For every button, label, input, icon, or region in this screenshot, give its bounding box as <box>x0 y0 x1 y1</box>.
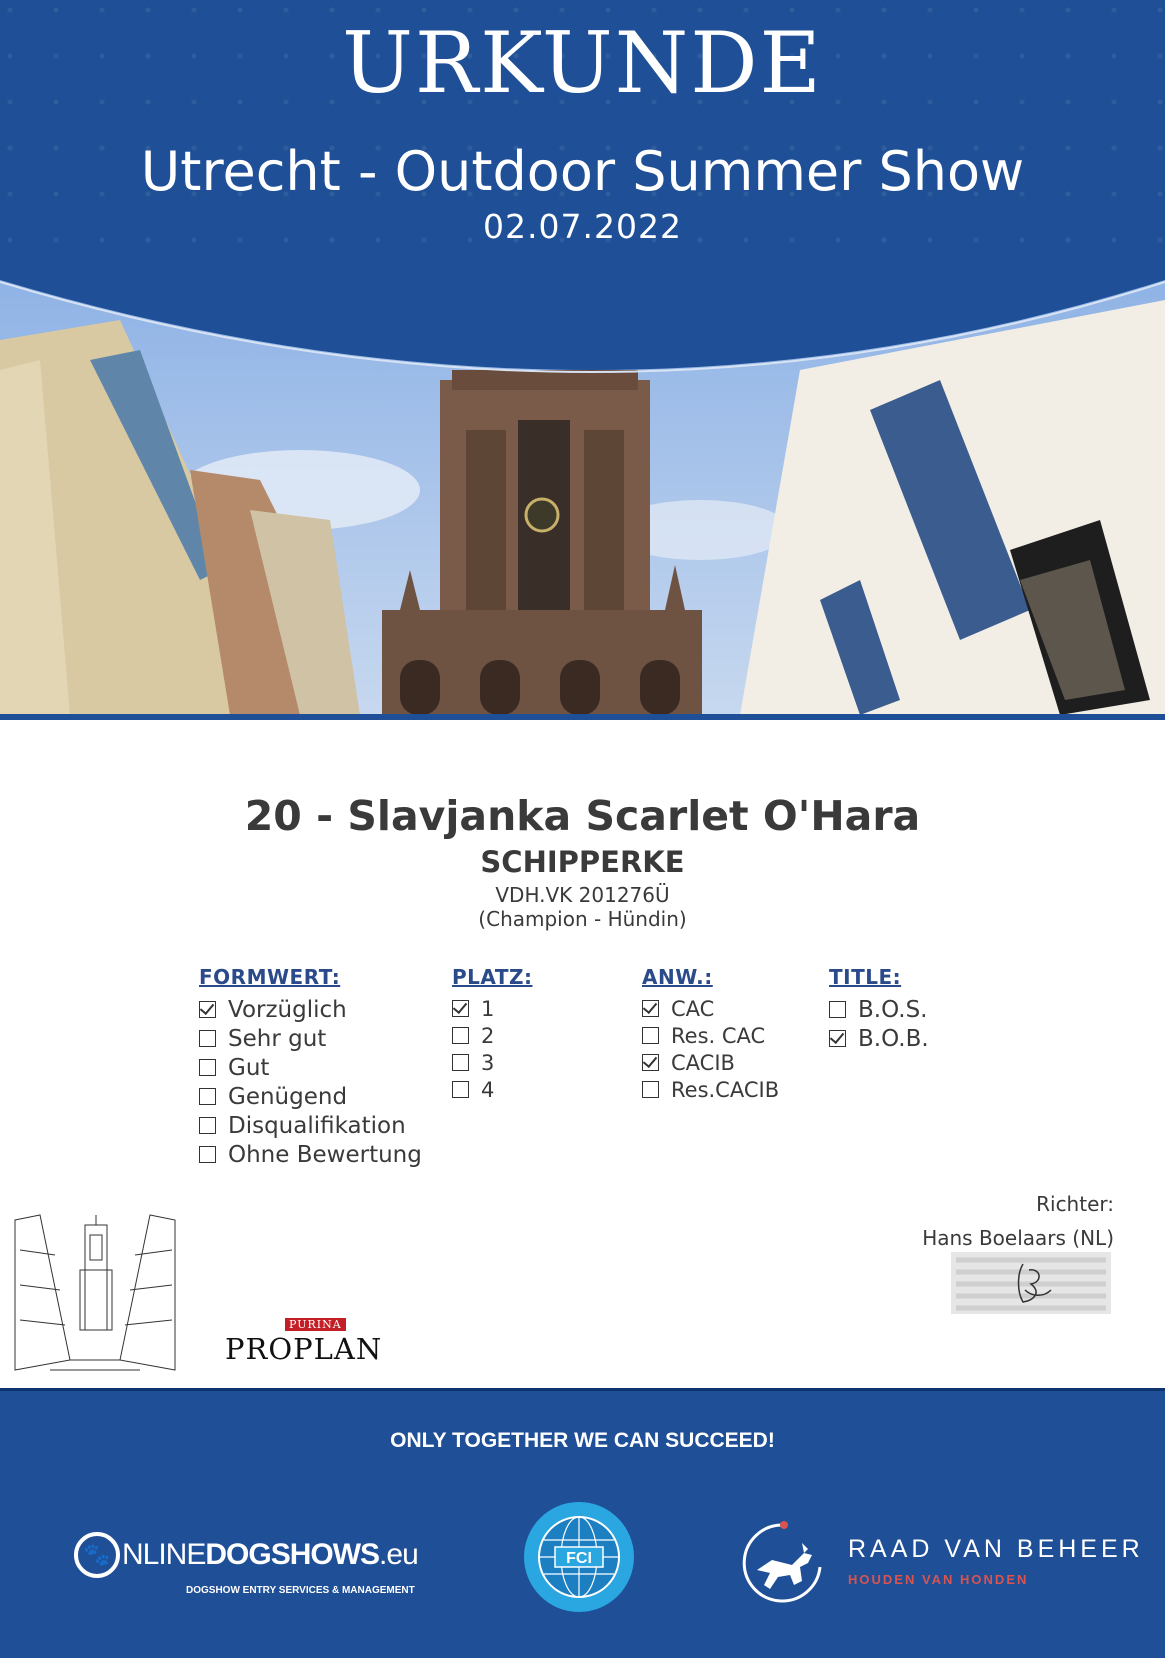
formwert-option <box>199 995 422 1024</box>
judge-signature <box>951 1252 1111 1314</box>
ods-tld: .eu <box>379 1538 418 1571</box>
platz-option <box>452 1049 532 1076</box>
option-label: Res.CACIB <box>671 1077 780 1102</box>
purina-badge: PURINA <box>285 1318 346 1331</box>
dog-class: (Champion - Hündin) <box>478 907 687 931</box>
checked-box-icon <box>642 1054 659 1071</box>
checked-box-icon <box>829 1030 846 1047</box>
title-heading: TITLE: <box>829 965 902 989</box>
ods-dog: DOG <box>205 1538 271 1571</box>
option-label: Gut <box>228 1054 270 1081</box>
option-label: 1 <box>481 996 495 1021</box>
rvb-name: RAAD VAN BEHEER <box>848 1535 1144 1563</box>
option-label: B.O.B. <box>858 1025 929 1052</box>
fci-label: FCI <box>566 1550 592 1567</box>
footer-divider <box>0 1388 1165 1391</box>
anw-option <box>642 1076 779 1103</box>
rvb-tagline: HOUDEN VAN HONDEN <box>848 1572 1029 1587</box>
anw-heading: ANW.: <box>642 965 713 989</box>
checked-box-icon <box>199 1001 216 1018</box>
option-label: B.O.S. <box>858 996 928 1023</box>
dog-breed: SCHIPPERKE <box>480 845 685 879</box>
anw-option <box>642 995 779 1022</box>
onlinedogshows-logo <box>74 1524 418 1604</box>
footer-slogan: ONLY TOGETHER WE CAN SUCCEED! <box>390 1429 775 1452</box>
platz-option <box>452 995 532 1022</box>
paw-icon: 🐾 <box>74 1532 120 1578</box>
title-option <box>829 1024 929 1053</box>
empty-box-icon <box>452 1054 469 1071</box>
raad-van-beheer-logo <box>742 1515 1142 1605</box>
empty-box-icon <box>199 1088 216 1105</box>
platz-heading: PLATZ: <box>452 965 533 989</box>
proplan-wordmark: PROPLAN <box>225 1332 383 1366</box>
judge-name: Hans Boelaars (NL) <box>922 1226 1114 1250</box>
header-curve <box>0 280 1165 400</box>
option-label: CAC <box>671 996 715 1021</box>
ods-online: NLINE <box>122 1538 206 1571</box>
option-label: 4 <box>481 1077 495 1102</box>
anw-column <box>642 965 779 1103</box>
empty-box-icon <box>199 1059 216 1076</box>
empty-box-icon <box>452 1081 469 1098</box>
platz-option <box>452 1076 532 1103</box>
ods-tagline: DOGSHOW ENTRY SERVICES & MANAGEMENT <box>186 1585 415 1596</box>
option-label: Disqualifikation <box>228 1112 406 1139</box>
fci-logo <box>522 1500 636 1614</box>
formwert-option <box>199 1140 422 1169</box>
running-dog-icon <box>742 1515 832 1605</box>
empty-box-icon <box>829 1001 846 1018</box>
proplan-logo <box>205 1270 440 1370</box>
formwert-option <box>199 1111 422 1140</box>
dom-tower-sketch <box>10 1210 180 1375</box>
ods-wordmark <box>122 1538 418 1572</box>
photo-divider <box>0 714 1165 720</box>
empty-box-icon <box>452 1027 469 1044</box>
empty-box-icon <box>199 1117 216 1134</box>
option-label: Vorzüglich <box>228 996 347 1023</box>
dog-name: 20 - Slavjanka Scarlet O'Hara <box>244 792 921 840</box>
certificate-title: URKUNDE <box>342 14 823 112</box>
formwert-option <box>199 1024 422 1053</box>
formwert-heading: FORMWERT: <box>199 965 341 989</box>
judge-label: Richter: <box>1036 1192 1114 1216</box>
empty-box-icon <box>199 1030 216 1047</box>
platz-column <box>452 965 532 1103</box>
option-label: 3 <box>481 1050 495 1075</box>
option-label: CACIB <box>671 1050 735 1075</box>
platz-option <box>452 1022 532 1049</box>
title-option <box>829 995 929 1024</box>
checked-box-icon <box>642 1000 659 1017</box>
option-label: Ohne Bewertung <box>228 1141 422 1168</box>
show-name: Utrecht - Outdoor Summer Show <box>140 140 1025 203</box>
ods-shows: SHOWS <box>270 1538 380 1571</box>
formwert-option <box>199 1053 422 1082</box>
registration-number: VDH.VK 201276Ü <box>495 883 670 907</box>
formwert-column <box>199 965 422 1169</box>
empty-box-icon <box>642 1081 659 1098</box>
option-label: Sehr gut <box>228 1025 327 1052</box>
empty-box-icon <box>642 1027 659 1044</box>
empty-box-icon <box>199 1146 216 1163</box>
anw-option <box>642 1022 779 1049</box>
option-label: Genügend <box>228 1083 348 1110</box>
option-label: 2 <box>481 1023 495 1048</box>
title-column <box>829 965 929 1053</box>
checked-box-icon <box>452 1000 469 1017</box>
option-label: Res. CAC <box>671 1023 766 1048</box>
anw-option <box>642 1049 779 1076</box>
formwert-option <box>199 1082 422 1111</box>
show-date: 02.07.2022 <box>483 207 682 246</box>
